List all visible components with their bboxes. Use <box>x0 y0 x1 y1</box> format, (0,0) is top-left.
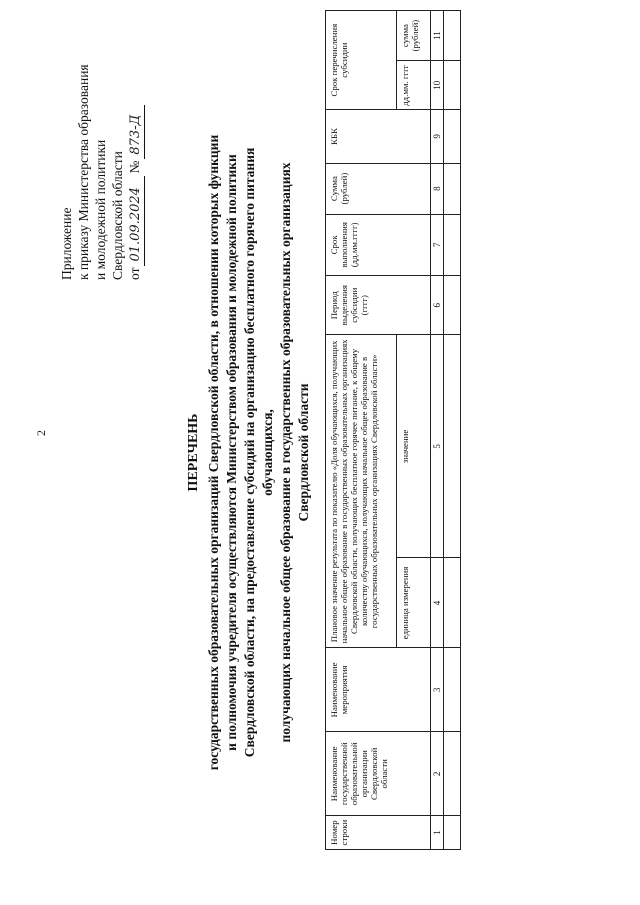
col-header-row-number: Номер строки <box>326 816 431 850</box>
col-header-unit: единица измерения <box>397 558 431 648</box>
column-number: 4 <box>431 558 444 648</box>
column-number: 9 <box>431 110 444 163</box>
table-cell <box>444 11 461 61</box>
col-header-transfer-sum: сумма (рублей) <box>397 11 431 61</box>
appendix-block <box>58 20 145 280</box>
table-row <box>444 11 461 850</box>
col-header-kbk: КБК <box>326 110 431 163</box>
col-header-org-name: Наименование государственной образовательной организации Свердловской области <box>326 732 431 816</box>
table-cell <box>444 816 461 850</box>
page-number: 2 <box>34 430 48 436</box>
appendix-line-3: и молодежной политики <box>93 139 108 280</box>
appendix-line-1: Приложение <box>59 207 74 280</box>
col-header-event-name: Наименование мероприятия <box>326 648 431 732</box>
table-cell <box>444 732 461 816</box>
document-title <box>185 120 313 785</box>
table-cell <box>444 558 461 648</box>
table-header-row-1 <box>326 11 397 850</box>
column-number: 11 <box>431 11 444 61</box>
column-number: 1 <box>431 816 444 850</box>
appendix-line-2: к приказу Министерства образования <box>76 64 91 280</box>
col-header-transfer-date: дд.мм. гггг <box>397 61 431 110</box>
column-number: 2 <box>431 732 444 816</box>
title-line-4: получающих начальное общее образование в государственных образовательных организациях <box>278 162 293 743</box>
appendix-line-4: Свердловской области <box>110 151 125 280</box>
table-cell <box>444 276 461 335</box>
appendix-date-line <box>126 20 145 280</box>
date-prefix: от <box>127 267 142 280</box>
col-header-transfer-deadline: Срок перечисления субсидии <box>326 11 397 110</box>
title-line-1: государственных образовательных организаций Свердловской области, в отношении которых функции <box>206 134 221 771</box>
table-cell <box>444 61 461 110</box>
title-line-5: Свердловской области <box>296 383 311 522</box>
title-line-2: и полномочия учредителя осуществляются Министерством образования и молодежной политики <box>224 154 239 751</box>
column-number: 10 <box>431 61 444 110</box>
col-header-value: значение <box>397 335 431 558</box>
table-cell <box>444 214 461 275</box>
subsidy-table <box>325 10 461 850</box>
col-header-sum: Сумма (рублей) <box>326 163 431 214</box>
column-number: 7 <box>431 214 444 275</box>
column-number: 6 <box>431 276 444 335</box>
col-header-planned-value: Плановое значение результата по показателю «Доля обучающихся, получающих начальное общее образование в государственных образовательных организациях Свердловской области, получающих бесплатное горячее питание, к общему количеству обучающихся, получающих начальное общее образование в государственных образовательных организациях Свердловской области» <box>326 335 397 648</box>
column-number: 5 <box>431 335 444 558</box>
number-prefix: № <box>127 160 142 174</box>
col-header-period: Период выделения субсидии (гггг) <box>326 276 431 335</box>
col-header-deadline: Срок выполнения (дд.мм.гггг) <box>326 214 431 275</box>
table-cell <box>444 110 461 163</box>
title-line-3: Свердловской области, на предоставление субсидий на организацию бесплатного горячего питания обучающихся, <box>242 147 275 758</box>
column-number: 8 <box>431 163 444 214</box>
column-number: 3 <box>431 648 444 732</box>
column-number-row <box>431 11 444 850</box>
table-cell <box>444 335 461 558</box>
title-heading: ПЕРЕЧЕНЬ <box>186 413 201 492</box>
table-cell <box>444 163 461 214</box>
handwritten-number: 873-Д <box>127 105 145 159</box>
handwritten-date: 01.09.2024 <box>127 176 145 266</box>
table-cell <box>444 648 461 732</box>
